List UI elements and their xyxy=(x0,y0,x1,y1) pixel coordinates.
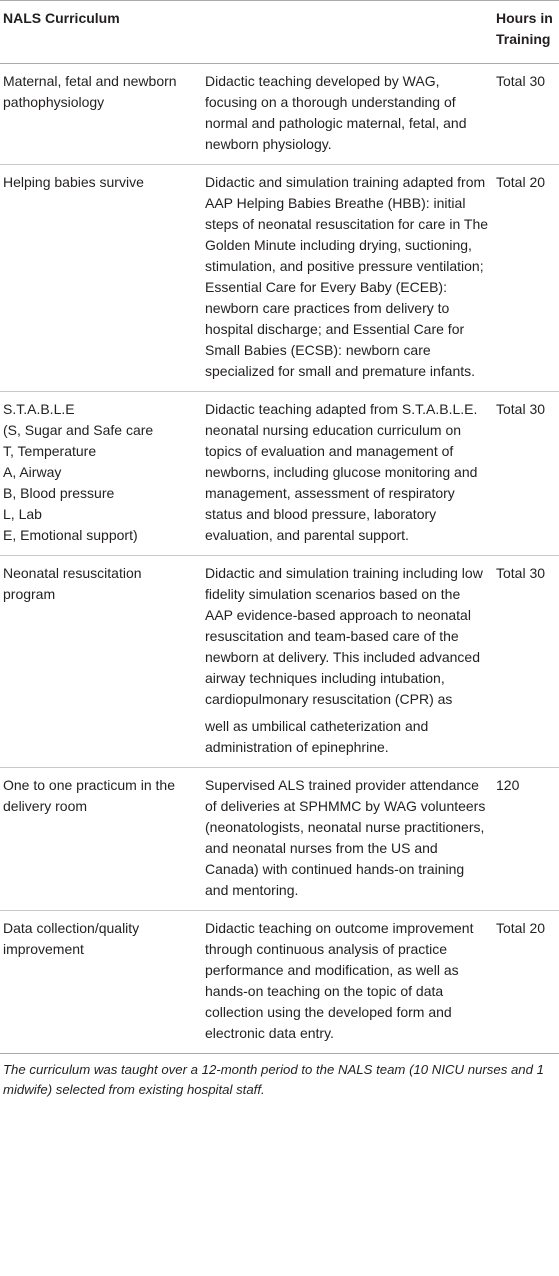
description-text: Didactic and simulation training including low fidelity simulation scenarios based on the AAP evidence-based approach to neonatal resuscitation and team-based care of the newborn at delivery. This included advanced airway techniques including intubation, cardiopulmonary resuscitation (CPR) as xyxy=(205,565,483,707)
table-row xyxy=(0,392,559,556)
hours-cell: 120 xyxy=(496,777,520,793)
curriculum-cell: Maternal, fetal and newborn pathophysiology xyxy=(3,73,177,110)
hours-cell: Total 30 xyxy=(496,73,546,89)
description-cell xyxy=(205,64,496,165)
description-text: Didactic teaching on outcome improvement through continuous analysis of practice performance and modification, as well as hands-on teaching on the topic of data collection using the developed form and electronic data entry. xyxy=(205,920,474,1041)
curriculum-line: A, Airway xyxy=(3,464,62,480)
curriculum-cell: One to one practicum in the delivery room xyxy=(3,777,175,814)
hours-cell: Total 20 xyxy=(496,174,546,190)
table-row xyxy=(0,768,559,911)
description-text: Supervised ALS trained provider attendance of deliveries at SPHMMC by WAG volunteers (neonatologists, neonatal nurse practitioners, and neonatal nurses from the US and Canada) with continued hands-on training and mentoring. xyxy=(205,777,486,898)
curriculum-line: L, Lab xyxy=(3,506,42,522)
curriculum-cell xyxy=(0,392,205,556)
description-cell xyxy=(205,392,496,556)
description-text: Didactic teaching adapted from S.T.A.B.L.E. neonatal nursing education curriculum on topics of evaluation and management of newborns, including glucose monitoring and management, assessment of respiratory status and blood pressure, laboratory evaluation, and parental support. xyxy=(205,401,478,543)
hours-cell: Total 30 xyxy=(496,565,546,581)
header-hours: Hours in Training xyxy=(496,10,553,47)
hours-cell: Total 30 xyxy=(496,401,546,417)
curriculum-cell: Neonatal resuscitation program xyxy=(3,565,142,602)
description-cell xyxy=(205,911,496,1054)
description-text: Didactic teaching developed by WAG, focusing on a thorough understanding of normal and pathologic maternal, fetal, and newborn physiology. xyxy=(205,73,467,152)
curriculum-line: E, Emotional support) xyxy=(3,527,138,543)
description-cell xyxy=(205,556,496,768)
curriculum-line: S.T.A.B.L.E xyxy=(3,401,75,417)
curriculum-cell: Data collection/quality improvement xyxy=(3,920,140,957)
table-row xyxy=(0,911,559,1054)
curriculum-cell: Helping babies survive xyxy=(3,174,144,190)
curriculum-line: T, Temperature xyxy=(3,443,97,459)
table-row xyxy=(0,556,559,768)
description-text: Didactic and simulation training adapted from AAP Helping Babies Breathe (HBB): initial steps of neonatal resuscitation for care in The Golden Minute including drying, suctioning, stimulation, and positive pressure ventilation; Essential Care for Every Baby (ECEB): newborn care practices from delivery to hospital discharge; and Essential Care for Small Babies (ECSB): newborn care specialized for small and premature infants. xyxy=(205,174,489,379)
curriculum-line: B, Blood pressure xyxy=(3,485,115,501)
table-row xyxy=(0,64,559,165)
hours-cell: Total 20 xyxy=(496,920,546,936)
description-text: well as umbilical catheterization and administration of epinephrine. xyxy=(205,718,429,755)
header-description xyxy=(205,1,496,64)
header-curriculum: NALS Curriculum xyxy=(3,10,120,26)
table-footnote: The curriculum was taught over a 12-month period to the NALS team (10 NICU nurses and 1 midwife) selected from existing hospital staff. xyxy=(3,1062,544,1097)
table-row xyxy=(0,165,559,392)
curriculum-line: (S, Sugar and Safe care xyxy=(3,422,154,438)
description-cell xyxy=(205,768,496,911)
description-cell xyxy=(205,165,496,392)
table-header-row xyxy=(0,1,559,64)
